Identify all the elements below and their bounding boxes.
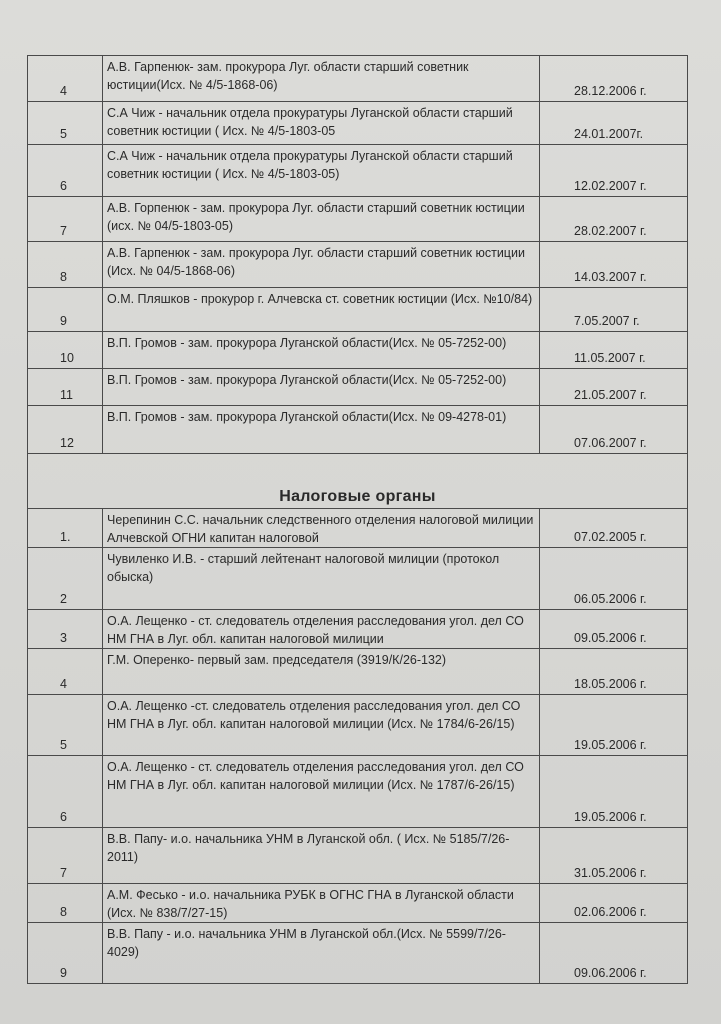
row-date: 18.05.2006 г. bbox=[574, 677, 647, 691]
row-date: 19.05.2006 г. bbox=[574, 810, 647, 824]
row-description: В.В. Папу- и.о. начальника УНМ в Луганской обл. ( Исх. № 5185/7/26-2011) bbox=[103, 828, 540, 884]
row-description: В.П. Громов - зам. прокурора Луганской области(Исх. № 05-7252-00) bbox=[103, 332, 540, 369]
section-title: Налоговые органы bbox=[279, 488, 436, 505]
row-date: 07.02.2005 г. bbox=[574, 530, 647, 544]
row-description: С.А Чиж - начальник отдела прокуратуры Луганской области старший советник юстиции ( Исх. № 4/5-1803-05) bbox=[103, 145, 540, 197]
row-date: 12.02.2007 г. bbox=[574, 179, 647, 193]
table-row bbox=[28, 369, 688, 406]
table-row bbox=[28, 102, 688, 145]
table-row bbox=[28, 332, 688, 369]
row-date: 31.05.2006 г. bbox=[574, 866, 647, 880]
row-description: А.В. Гарпенюк - зам. прокурора Луг. области старший советник юстиции (Исх. № 04/5-1868-06) bbox=[103, 242, 540, 288]
row-description: А.М. Фесько - и.о. начальника РУБК в ОГНС ГНА в Луганской области (Исх. № 838/7/27-15) bbox=[103, 884, 540, 923]
row-number: 11 bbox=[60, 388, 73, 402]
table-row bbox=[28, 242, 688, 288]
row-description: О.А. Лещенко - ст. следователь отделения расследования угол. дел СО НМ ГНА в Луг. обл. капитан налоговой милиции (Исх. № 1787/6-26/15) bbox=[103, 756, 540, 828]
table-row bbox=[28, 884, 688, 923]
row-number: 1. bbox=[60, 530, 71, 544]
row-number: 7 bbox=[60, 224, 67, 238]
table-row bbox=[28, 610, 688, 649]
row-number: 4 bbox=[60, 84, 67, 98]
table-row bbox=[28, 828, 688, 884]
row-date: 09.05.2006 г. bbox=[574, 631, 647, 645]
table-row bbox=[28, 695, 688, 756]
table-row bbox=[28, 548, 688, 610]
table-row bbox=[28, 56, 688, 102]
row-number: 10 bbox=[60, 351, 74, 365]
row-description: А.В. Гарпенюк- зам. прокурора Луг. области старший советник юстиции(Исх. № 4/5-1868-06) bbox=[103, 56, 540, 102]
register-table bbox=[27, 55, 688, 984]
table-row bbox=[28, 649, 688, 695]
row-description: В.П. Громов - зам. прокурора Луганской области(Исх. № 09-4278-01) bbox=[103, 406, 540, 454]
table-row bbox=[28, 509, 688, 548]
row-date: 02.06.2006 г. bbox=[574, 905, 647, 919]
row-date: 09.06.2006 г. bbox=[574, 966, 647, 980]
row-date: 28.02.2007 г. bbox=[574, 224, 647, 238]
row-number: 5 bbox=[60, 127, 67, 141]
row-date: 19.05.2006 г. bbox=[574, 738, 647, 752]
row-number: 6 bbox=[60, 810, 67, 824]
row-description: О.А. Лещенко - ст. следователь отделения расследования угол. дел СО НМ ГНА в Луг. обл. капитан налоговой милиции bbox=[103, 610, 540, 649]
row-description: С.А Чиж - начальник отдела прокуратуры Луганской области старший советник юстиции ( Исх. № 4/5-1803-05 bbox=[103, 102, 540, 145]
table-row bbox=[28, 197, 688, 242]
section-header-row bbox=[28, 454, 688, 509]
row-number: 8 bbox=[60, 270, 67, 284]
row-description: В.В. Папу - и.о. начальника УНМ в Луганской обл.(Исх. № 5599/7/26-4029) bbox=[103, 923, 540, 984]
table-row bbox=[28, 145, 688, 197]
row-date: 7.05.2007 г. bbox=[574, 314, 640, 328]
row-number: 9 bbox=[60, 314, 67, 328]
row-description: В.П. Громов - зам. прокурора Луганской области(Исх. № 05-7252-00) bbox=[103, 369, 540, 406]
row-date: 14.03.2007 г. bbox=[574, 270, 647, 284]
row-date: 28.12.2006 г. bbox=[574, 84, 647, 98]
table-row bbox=[28, 288, 688, 332]
row-date: 24.01.2007г. bbox=[574, 127, 644, 141]
row-number: 9 bbox=[60, 966, 67, 980]
row-description: Чувиленко И.В. - старший лейтенант налоговой милиции (протокол обыска) bbox=[103, 548, 540, 610]
row-number: 5 bbox=[60, 738, 67, 752]
row-date: 06.05.2006 г. bbox=[574, 592, 647, 606]
row-description: А.В. Горпенюк - зам. прокурора Луг. области старший советник юстиции (исх. № 04/5-1803-05) bbox=[103, 197, 540, 242]
row-number: 4 bbox=[60, 677, 67, 691]
table-row bbox=[28, 923, 688, 984]
row-description: Черепинин С.С. начальник следственного отделения налоговой милиции Алчевской ОГНИ капитан налоговой bbox=[103, 509, 540, 548]
row-number: 8 bbox=[60, 905, 67, 919]
row-number: 2 bbox=[60, 592, 67, 606]
row-number: 12 bbox=[60, 436, 74, 450]
table-row bbox=[28, 406, 688, 454]
row-date: 07.06.2007 г. bbox=[574, 436, 647, 450]
row-description: Г.М. Оперенко- первый зам. председателя (3919/К/26-132) bbox=[103, 649, 540, 695]
row-description: О.А. Лещенко -ст. следователь отделения расследования угол. дел СО НМ ГНА в Луг. обл. капитан налоговой милиции (Исх. № 1784/6-26/15) bbox=[103, 695, 540, 756]
row-number: 6 bbox=[60, 179, 67, 193]
row-number: 7 bbox=[60, 866, 67, 880]
row-description: О.М. Пляшков - прокурор г. Алчевска ст. советник юстиции (Исх. №10/84) bbox=[103, 288, 540, 332]
row-date: 21.05.2007 г. bbox=[574, 388, 647, 402]
row-number: 3 bbox=[60, 631, 67, 645]
row-date: 11.05.2007 г. bbox=[574, 351, 646, 365]
table-row bbox=[28, 756, 688, 828]
